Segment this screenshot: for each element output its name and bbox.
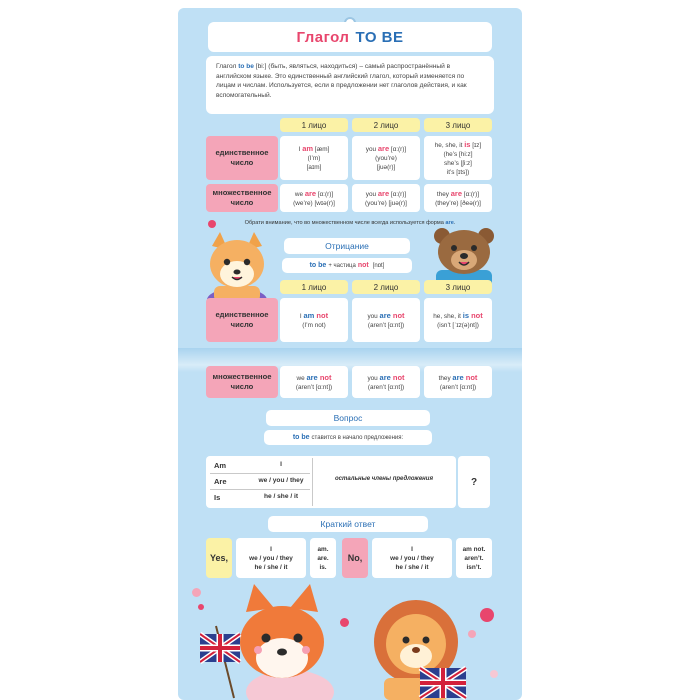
neg-row-label-singular: единственное число [206,298,278,342]
no-verb: am not. [462,545,486,553]
neg-short: (I’m not) [302,321,326,329]
affirm-singular-2 [352,136,420,180]
neg-verb: are [452,372,464,382]
short-no-verbs [456,538,492,578]
question-row-are [206,474,312,489]
neg-header-person-2: 2 лицо [352,280,420,294]
neg-plural-3 [424,366,492,398]
affirm-verb: are [304,188,317,198]
neg-short: (aren’t [ɑ:nt]) [295,383,333,391]
neg-pronoun: he, she, it [433,312,463,320]
neg-singular-3 [424,298,492,342]
affirm-verb: are [450,188,463,198]
neg-not: not [317,372,332,382]
neg-short: (aren’t [ɑ:nt]) [367,321,405,329]
decor-dot [208,220,216,228]
short-yes-verbs [310,538,336,578]
short-no-pronouns [372,538,452,578]
affirm-pronoun: he, she, it [434,141,465,149]
intro-verb: to be [238,63,254,70]
neg-verb: is [462,310,469,320]
question-rest: остальные члены предложения [335,476,433,482]
neg-verb: are [306,372,318,382]
row-label-plural: множественное число [206,184,278,212]
affirm-verb: are [377,144,390,153]
question-mark: ? [458,456,490,508]
negation-rule-not: not [357,262,369,269]
affirm-short: she’s [ʃi:z] [444,159,472,167]
affirm-ipa: [ɪz] [470,141,482,149]
neg-singular-2 [352,298,420,342]
affirm-short: (we’re) [wɪə(r)] [293,199,335,207]
affirm-short: (I’m) [307,155,321,162]
neg-pronoun: you [367,374,380,382]
neg-plural-2 [352,366,420,398]
question-pronoun: he / she / it [263,493,299,500]
affirm-ipa: [ɑ:(r)] [462,190,480,198]
row-label-singular: единственное число [206,136,278,180]
negation-rule-mid: + частица [328,262,356,269]
short-answer-title: Краткий ответ [268,516,428,532]
question-pronoun: I [280,461,282,468]
affirm-short: (you’re) [375,155,397,162]
question-table [206,456,456,508]
neg-header-person-1: 1 лицо [280,280,348,294]
question-rule-text: ставится в начало предложения: [311,434,404,441]
short-no: No, [342,538,368,578]
affirm-plural-2 [352,184,420,212]
affirm-short-ipa: [juə(r)] [376,164,396,171]
yes-pronoun: we / you / they [249,554,293,562]
affirm-short: (you’re) [juə(r)] [365,199,407,207]
neg-verb: are [379,310,391,320]
question-row-am [206,458,312,473]
negation-rule-ipa: [nɒt] [372,262,385,269]
affirm-ipa: [æm] [313,146,330,153]
question-title: Вопрос [266,410,430,426]
header-person-1: 1 лицо [280,118,348,132]
affirm-singular-1 [280,136,348,180]
note-end: . [453,220,456,226]
neg-not: not [390,372,405,382]
neg-pronoun: we [296,374,307,382]
intro-prefix: Глагол [216,63,239,70]
affirm-verb: is [464,139,471,149]
affirm-plural-1 [280,184,348,212]
affirm-pronoun: I [298,146,303,153]
fox-illustration [200,580,350,700]
negation-title: Отрицание [284,238,410,254]
neg-not: not [390,310,405,320]
note-text: Обрати внимание, что во множественном числе всегда используется форма [244,220,446,226]
neg-not: not [314,310,329,320]
intro-text [206,56,494,114]
neg-plural-1 [280,366,348,398]
affirm-ipa: [ɑ:(r)] [389,146,407,153]
negation-rule [282,258,412,273]
lion-illustration [364,594,484,700]
short-yes-pronouns [236,538,306,578]
page-title [208,22,492,52]
title-ru: Глагол [296,28,350,46]
affirm-pronoun: they [436,190,451,198]
intro-body: [bi:] (быть, являться, находиться) – самый распространённый в английском языке. Это единственный английский глагол, который изменяется по лицам и числам. Используется, если в предложении нет глаголов действия, и как вспомогательный. [216,63,467,99]
no-verb: isn’t. [466,563,482,571]
affirm-ipa: [ɑ:(r)] [316,190,334,198]
header-person-3: 3 лицо [424,118,492,132]
neg-singular-1 [280,298,348,342]
question-verb: Am [214,461,227,470]
header-person-2: 2 лицо [352,118,420,132]
note-word: are [445,220,454,226]
neg-verb: am [303,310,315,320]
affirm-short: (he’s [hi:z] [443,150,473,158]
question-verb: Are [214,477,227,486]
yes-verb: are. [317,554,329,562]
title-en: TO BE [355,28,404,46]
neg-pronoun: I [299,312,304,320]
no-pronoun: I [411,545,413,553]
bear-illustration [424,224,504,288]
affirm-short: it’s [ɪts]) [446,168,470,176]
affirm-pronoun: we [294,190,305,198]
affirm-short: (they’re) [ðeə(r)] [435,199,481,207]
negation-rule-verb: to be [309,262,327,269]
question-rule-verb: to be [292,434,310,441]
no-pronoun: he / she / it [395,563,429,571]
poster-board [178,8,522,700]
neg-pronoun: you [367,312,380,320]
neg-not: not [463,372,478,382]
affirm-pronoun: you [365,146,378,153]
yes-verb: is. [319,563,327,571]
neg-short: (isn’t [ˈɪz(ə)nt]) [437,321,479,329]
no-verb: aren’t. [464,554,484,562]
affirm-short-ipa: [aɪm] [306,164,322,171]
neg-short: (aren’t [ɑ:nt]) [367,383,405,391]
affirm-verb: are [377,188,390,198]
affirm-pronoun: you [365,190,378,198]
neg-not: not [469,310,483,320]
neg-row-label-plural: множественное число [206,366,278,398]
affirm-plural-3 [424,184,492,212]
question-rule [264,430,432,445]
short-yes: Yes, [206,538,232,578]
neg-short: (aren’t [ɑ:nt]) [439,383,477,391]
yes-pronoun: he / she / it [254,563,288,571]
question-pronoun: we / you / they [258,477,304,484]
question-row-is [206,490,312,505]
yes-verb: am. [317,545,329,553]
neg-pronoun: they [438,374,453,382]
neg-header-person-3: 3 лицо [424,280,492,294]
question-verb: Is [214,493,221,502]
yes-pronoun: I [270,545,272,553]
no-pronoun: we / you / they [390,554,434,562]
affirm-verb: am [302,144,314,153]
affirm-ipa: [ɑ:(r)] [389,190,407,198]
question-column-divider [312,458,313,506]
neg-verb: are [379,372,391,382]
decor-dot [490,670,498,678]
affirm-singular-3 [424,136,492,180]
